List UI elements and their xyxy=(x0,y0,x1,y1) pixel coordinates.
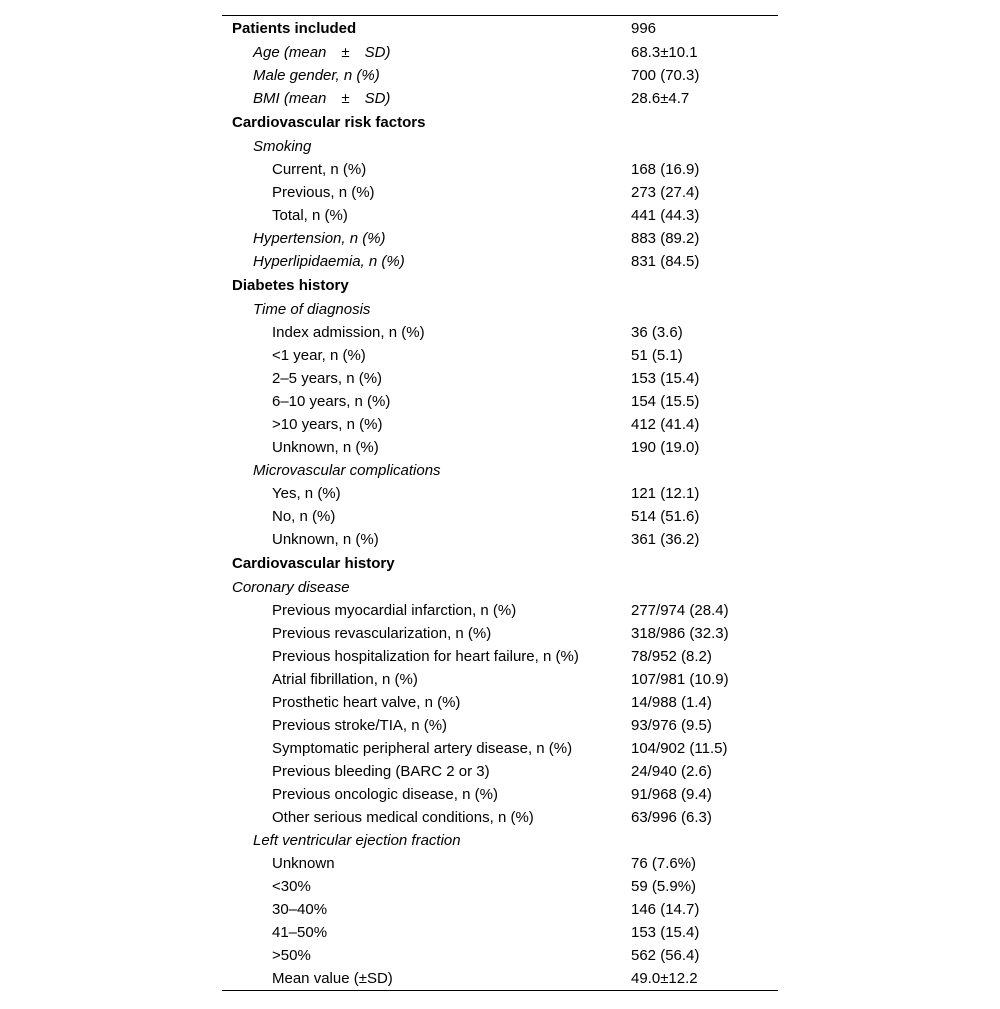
table-row xyxy=(222,64,778,87)
row-label: Microvascular complications xyxy=(253,462,441,479)
table-row xyxy=(222,413,778,436)
row-value: 514 (51.6) xyxy=(631,508,700,525)
row-label: Unknown xyxy=(272,855,335,872)
row-label: >50% xyxy=(272,947,311,964)
table-row xyxy=(222,344,778,367)
row-label: Male gender, n (%) xyxy=(253,67,380,84)
row-value: 412 (41.4) xyxy=(631,416,700,433)
row-label: Previous, n (%) xyxy=(272,184,375,201)
row-label: Time of diagnosis xyxy=(253,301,371,318)
row-value: 168 (16.9) xyxy=(631,161,700,178)
row-label: <30% xyxy=(272,878,311,895)
row-label: Age (mean ± SD) xyxy=(253,44,391,61)
row-value: 107/981 (10.9) xyxy=(631,671,729,688)
row-label: Atrial fibrillation, n (%) xyxy=(272,671,418,688)
table-row xyxy=(222,691,778,714)
row-label: BMI (mean ± SD) xyxy=(253,90,391,107)
row-label: Mean value (±SD) xyxy=(272,970,393,987)
row-label: Prosthetic heart valve, n (%) xyxy=(272,694,461,711)
table-row xyxy=(222,528,778,551)
row-label: Previous bleeding (BARC 2 or 3) xyxy=(272,763,490,780)
table-row xyxy=(222,321,778,344)
table-row xyxy=(222,645,778,668)
row-value: 441 (44.3) xyxy=(631,207,700,224)
row-label: 6–10 years, n (%) xyxy=(272,393,391,410)
row-label: Previous stroke/TIA, n (%) xyxy=(272,717,448,734)
table-row xyxy=(222,967,778,990)
row-value: 51 (5.1) xyxy=(631,347,683,364)
row-value: 68.3±10.1 xyxy=(631,44,698,61)
row-label: Cardiovascular risk factors xyxy=(232,114,426,131)
table-row xyxy=(222,298,778,321)
row-label: 2–5 years, n (%) xyxy=(272,370,383,387)
table-row xyxy=(222,41,778,64)
row-value: 146 (14.7) xyxy=(631,901,700,918)
row-label: Hypertension, n (%) xyxy=(253,230,386,247)
row-value: 93/976 (9.5) xyxy=(631,717,712,734)
row-label: Current, n (%) xyxy=(272,161,367,178)
table-row xyxy=(222,852,778,875)
table-row xyxy=(222,87,778,110)
table-body xyxy=(222,16,778,990)
row-value: 154 (15.5) xyxy=(631,393,700,410)
row-label: Patients included xyxy=(232,20,357,37)
row-value: 14/988 (1.4) xyxy=(631,694,712,711)
table-row xyxy=(222,944,778,967)
table-row xyxy=(222,158,778,181)
row-value: 273 (27.4) xyxy=(631,184,700,201)
table-row xyxy=(222,181,778,204)
row-value: 91/968 (9.4) xyxy=(631,786,712,803)
baseline-characteristics-table xyxy=(222,15,778,991)
row-value: 49.0±12.2 xyxy=(631,970,698,987)
table-row xyxy=(222,505,778,528)
row-label: Left ventricular ejection fraction xyxy=(253,832,461,849)
row-value: 121 (12.1) xyxy=(631,485,700,502)
table-row xyxy=(222,875,778,898)
section-header-row xyxy=(222,273,778,298)
row-label: Total, n (%) xyxy=(272,207,348,224)
row-value: 883 (89.2) xyxy=(631,230,700,247)
table-row xyxy=(222,390,778,413)
table-row xyxy=(222,204,778,227)
row-value: 562 (56.4) xyxy=(631,947,700,964)
table-row xyxy=(222,737,778,760)
row-value: 700 (70.3) xyxy=(631,67,700,84)
row-value: 318/986 (32.3) xyxy=(631,625,729,642)
row-value: 277/974 (28.4) xyxy=(631,602,729,619)
row-label: Hyperlipidaemia, n (%) xyxy=(253,253,405,270)
table-row xyxy=(222,250,778,273)
row-label: Unknown, n (%) xyxy=(272,439,379,456)
table-row xyxy=(222,436,778,459)
table-row xyxy=(222,622,778,645)
row-label: Previous revascularization, n (%) xyxy=(272,625,492,642)
row-value: 190 (19.0) xyxy=(631,439,700,456)
table-row xyxy=(222,921,778,944)
row-label: Coronary disease xyxy=(232,579,350,596)
row-label: Index admission, n (%) xyxy=(272,324,425,341)
row-value: 59 (5.9%) xyxy=(631,878,697,895)
row-label: Symptomatic peripheral artery disease, n (%) xyxy=(272,740,573,757)
row-label: Unknown, n (%) xyxy=(272,531,379,548)
row-label: Smoking xyxy=(253,138,312,155)
row-value: 78/952 (8.2) xyxy=(631,648,712,665)
row-label: 30–40% xyxy=(272,901,328,918)
table-row xyxy=(222,806,778,829)
row-label: Yes, n (%) xyxy=(272,485,341,502)
row-value: 153 (15.4) xyxy=(631,924,700,941)
table-row xyxy=(222,135,778,158)
row-value: 104/902 (11.5) xyxy=(631,740,728,757)
section-header-row xyxy=(222,16,778,41)
row-label: 41–50% xyxy=(272,924,328,941)
row-value: 36 (3.6) xyxy=(631,324,683,341)
row-value: 153 (15.4) xyxy=(631,370,700,387)
row-value: 63/996 (6.3) xyxy=(631,809,712,826)
table-row xyxy=(222,898,778,921)
row-label: Diabetes history xyxy=(232,277,349,294)
row-label: <1 year, n (%) xyxy=(272,347,366,364)
row-label: >10 years, n (%) xyxy=(272,416,383,433)
row-value: 76 (7.6%) xyxy=(631,855,697,872)
table-row xyxy=(222,829,778,852)
row-label: Previous oncologic disease, n (%) xyxy=(272,786,498,803)
table-row xyxy=(222,367,778,390)
row-label: Previous myocardial infarction, n (%) xyxy=(272,602,517,619)
table-row xyxy=(222,599,778,622)
row-value: 24/940 (2.6) xyxy=(631,763,712,780)
table-row xyxy=(222,760,778,783)
row-value: 996 xyxy=(631,20,657,37)
table-row xyxy=(222,714,778,737)
row-label: No, n (%) xyxy=(272,508,336,525)
table-row xyxy=(222,668,778,691)
section-header-row xyxy=(222,551,778,576)
table-row xyxy=(222,459,778,482)
table-row xyxy=(222,227,778,250)
section-header-row xyxy=(222,110,778,135)
row-value: 28.6±4.7 xyxy=(631,90,690,107)
table-row xyxy=(222,783,778,806)
row-value: 361 (36.2) xyxy=(631,531,700,548)
table-row xyxy=(222,576,778,599)
row-label: Other serious medical conditions, n (%) xyxy=(272,809,534,826)
row-label: Previous hospitalization for heart failure, n (%) xyxy=(272,648,579,665)
row-value: 831 (84.5) xyxy=(631,253,700,270)
row-label: Cardiovascular history xyxy=(232,555,395,572)
table-row xyxy=(222,482,778,505)
